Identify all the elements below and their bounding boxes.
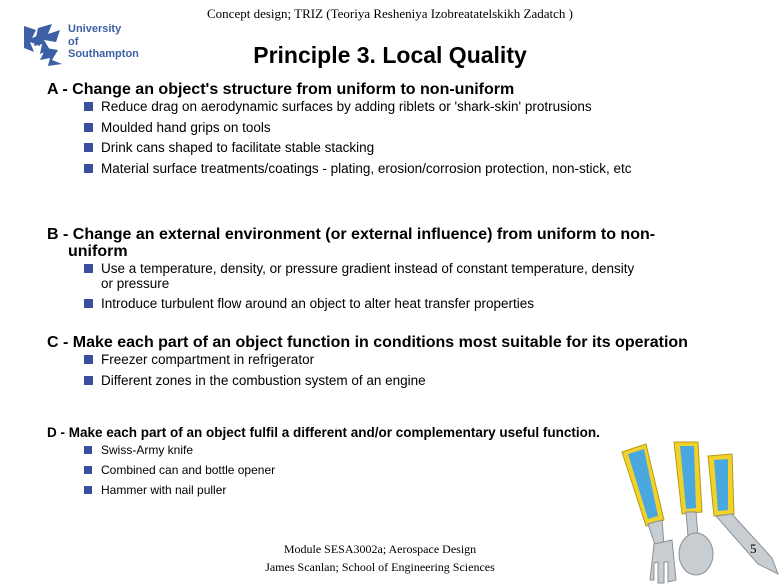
section-d: [47, 425, 677, 504]
section-b-title: B - Change an external environment (or external influence) from uniform to non-uniform: [47, 226, 656, 260]
bullet-square-icon: [84, 123, 93, 132]
bullet-text: Material surface treatments/coatings - plating, erosion/corrosion protection, non-stick, etc: [101, 160, 632, 176]
bullet-text: Moulded hand grips on tools: [101, 119, 271, 135]
bullet-square-icon: [84, 143, 93, 152]
list-item: [84, 297, 644, 312]
bullet-text: Hammer with nail puller: [101, 483, 227, 497]
bullet-text: Use a temperature, density, or pressure gradient instead of constant temperature, density or pressure: [101, 261, 635, 291]
bullet-square-icon: [84, 376, 93, 385]
list-item: [84, 484, 584, 497]
bullet-text: Different zones in the combustion system of an engine: [101, 372, 426, 388]
bullet-square-icon: [84, 486, 92, 494]
list-item: [84, 121, 654, 136]
footer-module: Module SESA3002a; Aerospace Design: [283, 542, 477, 556]
list-item: [84, 141, 654, 156]
list-item: [84, 353, 644, 368]
logo-line-2: of Southampton: [68, 36, 139, 60]
bullet-square-icon: [84, 446, 92, 454]
bullet-text: Drink cans shaped to facilitate stable stacking: [101, 140, 375, 155]
bullet-square-icon: [84, 355, 93, 364]
list-item: [84, 262, 644, 291]
cutlery-image: [612, 440, 780, 585]
footer: [220, 540, 540, 576]
section-a-title: A - Change an object's structure from uniform to non-uniform: [47, 81, 515, 98]
bullet-text: Swiss-Army knife: [101, 443, 194, 457]
bullet-square-icon: [84, 466, 92, 474]
bullet-square-icon: [84, 102, 93, 111]
list-item: [84, 100, 654, 115]
footer-author: James Scanlan; School of Engineering Sciences: [265, 560, 495, 574]
spoon-icon: [674, 442, 713, 575]
logo-line-1: University: [68, 23, 122, 35]
list-item: [84, 464, 584, 477]
header-title: Concept design; TRIZ (Teoriya Resheniya Izobreatatelskikh Zadatch ): [207, 6, 573, 21]
section-c-title: C - Make each part of an object function in conditions most suitable for its operation: [47, 334, 688, 351]
section-a: [47, 81, 677, 182]
bullet-text: Reduce drag on aerodynamic surfaces by adding riblets or 'shark-skin' protrusions: [101, 99, 592, 114]
list-item: [84, 444, 584, 457]
bullet-square-icon: [84, 164, 93, 173]
section-b: [47, 226, 677, 318]
bullet-square-icon: [84, 264, 93, 273]
section-c: [47, 334, 688, 394]
bullet-text: Introduce turbulent flow around an object to alter heat transfer properties: [101, 296, 535, 311]
list-item: [84, 162, 654, 177]
knife-icon: [708, 454, 778, 574]
fork-icon: [622, 444, 676, 583]
bullet-text: Freezer compartment in refrigerator: [101, 352, 315, 367]
section-d-title: D - Make each part of an object fulfil a different and/or complementary useful function.: [47, 425, 600, 440]
bullet-square-icon: [84, 299, 93, 308]
slide-title: Principle 3. Local Quality: [253, 42, 527, 68]
page-number: 5: [750, 541, 757, 556]
bullet-text: Combined can and bottle opener: [101, 463, 276, 477]
list-item: [84, 374, 644, 389]
